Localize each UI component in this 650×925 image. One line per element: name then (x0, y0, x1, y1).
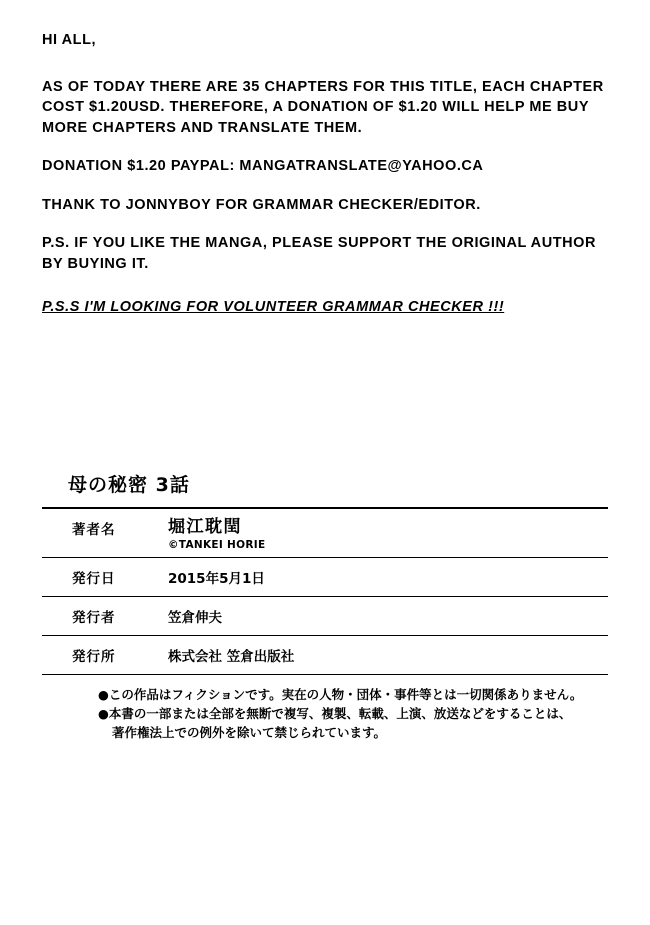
notice-line-3: 著作権法上での例外を除いて禁じられています。 (112, 725, 387, 741)
notice-line-2: ●本書の一部または全部を無断で複写、複製、転載、上演、放送などをすることは、 (98, 705, 572, 721)
colophon-value-publisher: 株式会社 笠倉出版社 (168, 648, 295, 665)
colophon-row-author (42, 509, 608, 557)
notice-line-1: ●この作品はフィクションです。実在の人物・団体・事件等とは一切関係ありません。 (98, 686, 583, 702)
colophon-label-publisher: 発行所 (72, 648, 116, 665)
author-name: 堀江耽閏 (168, 517, 242, 537)
note-paragraph-4: P.S. IF YOU LIKE THE MANGA, PLEASE SUPPORT THE ORIGINAL AUTHOR BY BUYING IT. (42, 235, 597, 273)
colophon-label-date: 発行日 (72, 570, 116, 587)
note-paragraph-1: AS OF TODAY THERE ARE 35 CHAPTERS FOR THIS TITLE, EACH CHAPTER COST $1.20USD. THEREFORE, A DONATION OF $1.20 WILL HELP ME BUY MORE CHAPTERS AND TRANSLATE THEM. (42, 78, 604, 136)
colophon-row-publisher-person (42, 597, 608, 635)
colophon-row-publisher (42, 636, 608, 674)
colophon-row-date (42, 558, 608, 596)
colophon (42, 470, 608, 743)
colophon-title: 母の秘密 3話 (68, 474, 190, 496)
note-postscript: P.S.S I'M LOOKING FOR VOLUNTEER GRAMMAR CHECKER !!! (42, 298, 505, 315)
colophon-value-date: 2015年5月1日 (168, 570, 265, 587)
author-name-roman: ©TANKEI HORIE (168, 538, 266, 551)
note-greeting: HI ALL, (42, 32, 97, 48)
translator-note (42, 30, 612, 335)
note-paragraph-2: DONATION $1.20 PAYPAL: MANGATRANSLATE@YAHOO.CA (42, 158, 484, 175)
colophon-value-author (168, 518, 265, 551)
colophon-label-publisher-person: 発行者 (72, 609, 116, 626)
colophon-notices (42, 675, 608, 743)
colophon-value-publisher-person: 笠倉伸夫 (168, 609, 222, 626)
colophon-label-author: 著者名 (72, 522, 116, 538)
note-paragraph-3: THANK TO JONNYBOY FOR GRAMMAR CHECKER/EDITOR. (42, 196, 481, 213)
